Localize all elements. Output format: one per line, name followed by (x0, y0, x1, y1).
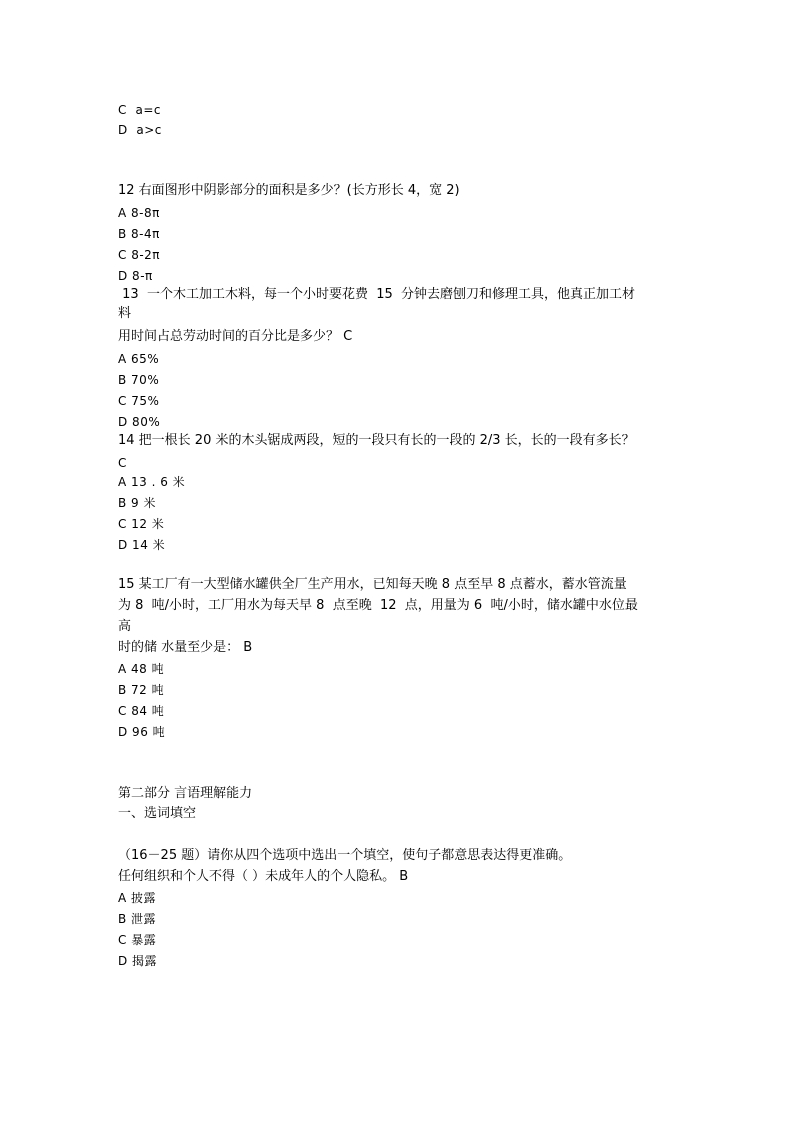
q15-option-a: A 48 吨 (118, 662, 165, 676)
q13-stem-line2: 料 (118, 306, 132, 321)
q13-option-b: B 70% (118, 373, 160, 387)
part2-section: 一、选词填空 (118, 806, 197, 821)
q15-stem-line4: 时的储 水量至少是： B (118, 640, 253, 655)
q14-option-c: C 12 米 (118, 517, 165, 531)
part2-title: 第二部分 言语理解能力 (118, 786, 253, 801)
q14-option-d: D 14 米 (118, 538, 166, 552)
q15-stem-line1: 15 某工厂有一大型储水罐供全厂生产用水，已知每天晚 8 点至早 8 点蓄水，蓄水管流量 (118, 577, 627, 592)
q11-option-d: D a>c (118, 123, 162, 137)
q16-option-b: B 泄露 (118, 912, 157, 926)
q16-option-d: D 揭露 (118, 954, 158, 968)
q12-option-a: A 8-8π (118, 206, 160, 220)
q15-option-c: C 84 吨 (118, 704, 165, 718)
q15-option-d: D 96 吨 (118, 725, 166, 739)
q13-option-a: A 65% (118, 352, 160, 366)
q15-stem-line3: 高 (118, 619, 132, 634)
q12-stem: 12 右面图形中阴影部分的面积是多少？(长方形长 4，宽 2) (118, 183, 460, 198)
q12-option-c: C 8-2π (118, 248, 161, 262)
q16-stem: 任何组织和个人不得（ ）未成年人的个人隐私。 B (118, 869, 409, 884)
q13-stem-line3: 用时间占总劳动时间的百分比是多少？ C (118, 329, 353, 344)
q13-option-c: C 75% (118, 394, 160, 408)
q12-option-d: D 8-π (118, 269, 153, 283)
q13-stem-line1: 13 一个木工加工木料，每一个小时要花费 15 分钟去磨刨刀和修理工具，他真正加工材 (118, 287, 636, 302)
q14-option-b: B 9 米 (118, 496, 156, 510)
q15-stem-line2: 为 8 吨/小时，工厂用水为每天早 8 点至晚 12 点，用量为 6 吨/小时，储水罐中水位最 (118, 598, 638, 613)
q16-option-a: A 披露 (118, 891, 157, 905)
q13-option-d: D 80% (118, 415, 161, 429)
q16-instruction: （16－25 题）请你从四个选项中选出一个填空，使句子都意思表达得更准确。 (118, 848, 572, 863)
q12-option-b: B 8-4π (118, 227, 160, 241)
q14-answer: C (118, 456, 127, 470)
q16-option-c: C 暴露 (118, 933, 157, 947)
q11-option-c: C a=c (118, 103, 162, 117)
q15-option-b: B 72 吨 (118, 683, 165, 697)
q14-stem: 14 把一根长 20 米的木头锯成两段，短的一段只有长的一段的 2/3 长，长的一段有多长？ (118, 433, 635, 448)
q14-option-a: A 13 . 6 米 (118, 475, 186, 489)
